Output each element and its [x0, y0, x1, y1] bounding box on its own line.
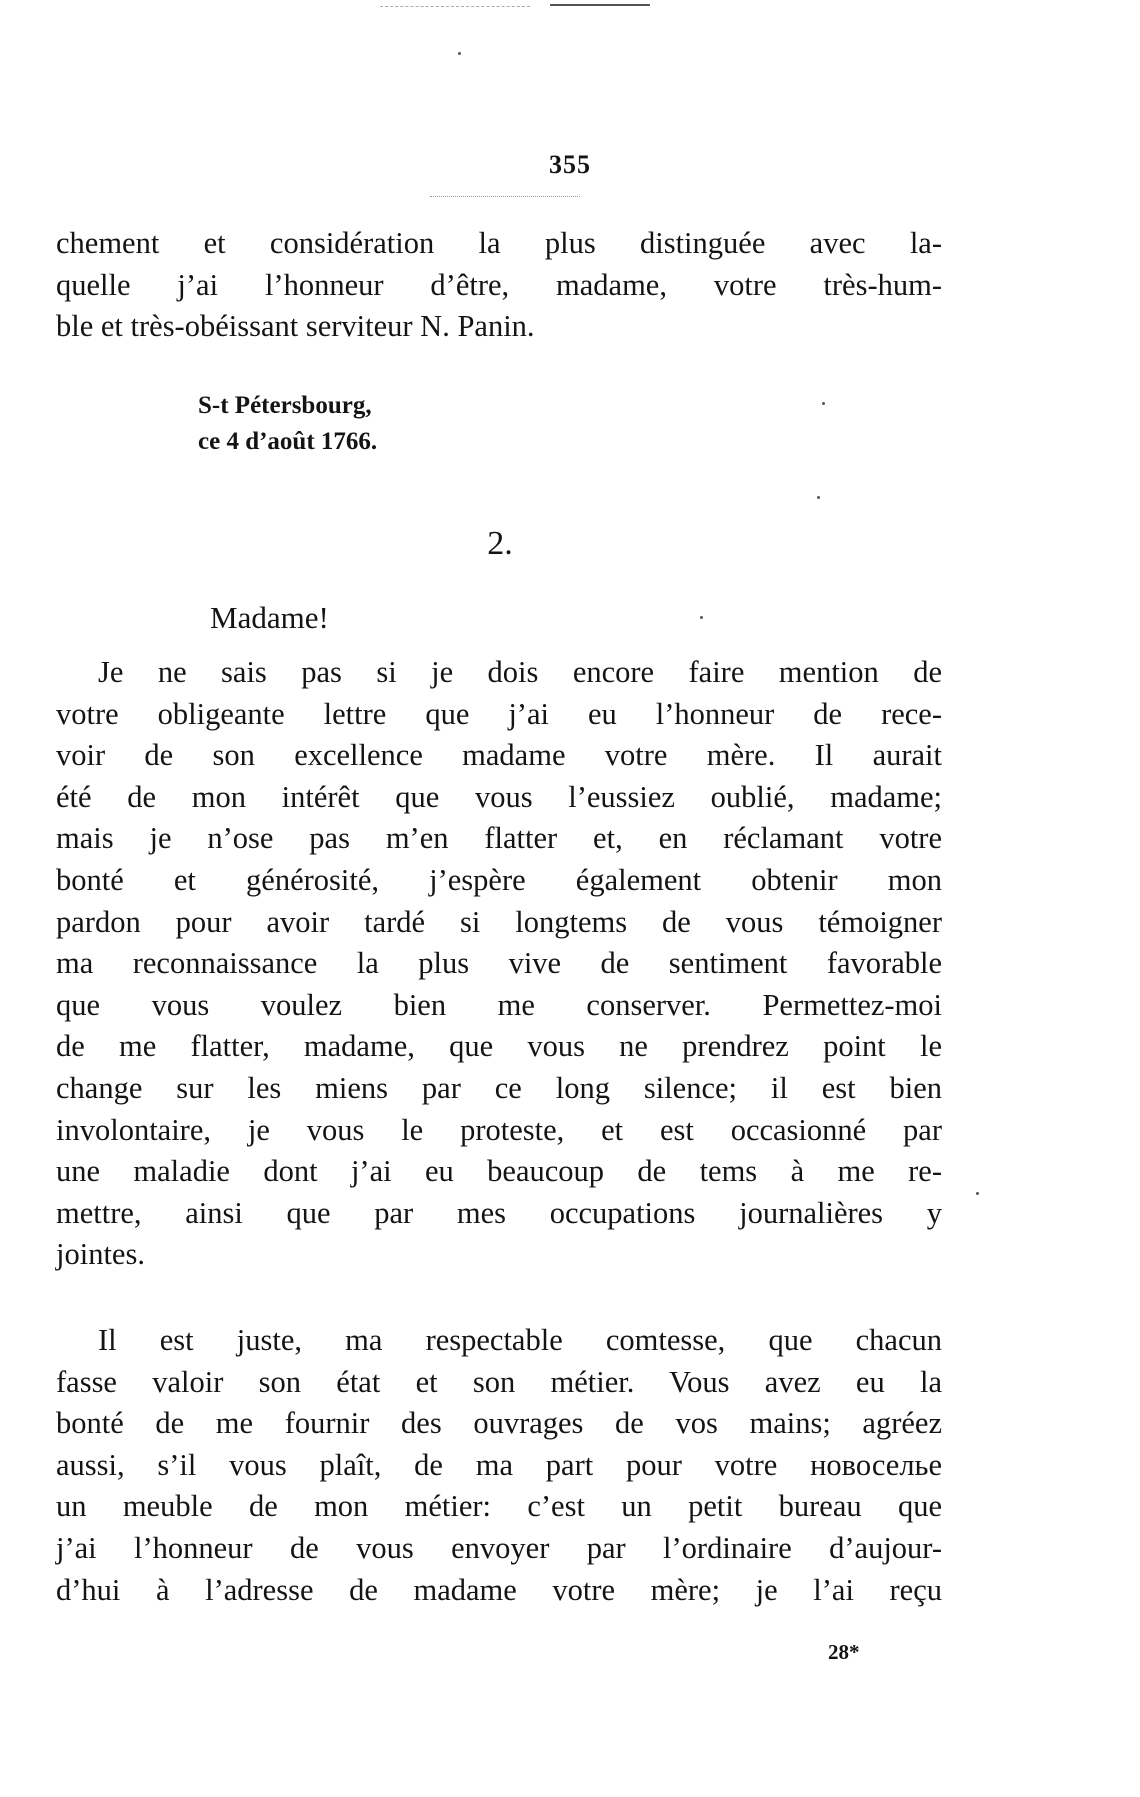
text-line: pardon pour avoir tardé si longtems de vous témoigner	[56, 904, 942, 939]
text-line: change sur les miens par ce long silence; il est bien	[56, 1070, 942, 1105]
text-line: un meuble de mon métier: c’est un petit bureau que	[56, 1489, 942, 1524]
ink-speck	[458, 52, 461, 55]
top-margin-dash	[380, 6, 530, 7]
ink-speck	[700, 616, 703, 619]
top-margin-rule	[550, 4, 650, 6]
text-line: fasse valoir son état et son métier. Vous avez eu la	[56, 1364, 942, 1399]
page-number-underline	[430, 196, 580, 197]
ink-speck	[822, 402, 825, 405]
continuation-paragraph	[56, 223, 942, 348]
letter-paragraph-2	[56, 1320, 942, 1611]
text-line: bonté de me fournir des ouvrages de vos mains; agréez	[56, 1406, 942, 1441]
text-line: ma reconnaissance la plus vive de sentiment favorable	[56, 946, 942, 981]
signature-mark: 28*	[828, 1640, 860, 1664]
text-line: été de mon intérêt que vous l’eussiez oublié, madame;	[56, 779, 942, 814]
text-line: votre obligeante lettre que j’ai eu l’honneur de rece-	[56, 696, 942, 731]
text-line: Je ne sais pas si je dois encore faire mention de	[98, 655, 942, 689]
text-line: mettre, ainsi que par mes occupations journalières y	[56, 1195, 942, 1230]
text-line: chement et considération la plus distinguée avec la-	[56, 226, 942, 260]
ink-speck	[976, 1192, 979, 1195]
text-line: que vous voulez bien me conserver. Permettez-moi	[56, 987, 942, 1022]
letter-number: 2.	[487, 525, 513, 562]
signoff-date: ce 4 d’août 1766.	[198, 428, 378, 455]
text-line: aussi, s’il vous plaît, de ma part pour votre новоселье	[56, 1447, 942, 1482]
signoff-place: S-t Pétersbourg,	[198, 392, 372, 419]
ink-speck	[817, 496, 820, 499]
text-line: Il est juste, ma respectable comtesse, que chacun	[98, 1323, 942, 1357]
text-line: d’hui à l’adresse de madame votre mère; je l’ai reçu	[56, 1572, 942, 1607]
text-line: bonté et générosité, j’espère également obtenir mon	[56, 862, 942, 897]
text-line: jointes.	[56, 1237, 145, 1272]
text-line: une maladie dont j’ai eu beaucoup de tems à me re-	[56, 1154, 942, 1189]
text-line: de me flatter, madame, que vous ne prendrez point le	[56, 1029, 942, 1064]
page-number: 355	[549, 150, 591, 179]
text-line: quelle j’ai l’honneur d’être, madame, votre très-hum-	[56, 267, 942, 302]
letter-paragraph-1	[56, 652, 942, 1276]
text-line: ble et très-obéissant serviteur N. Panin.	[56, 309, 535, 344]
text-line: mais je n’ose pas m’en flatter et, en réclamant votre	[56, 821, 942, 856]
salutation: Madame!	[210, 600, 329, 635]
text-line: j’ai l’honneur de vous envoyer par l’ordinaire d’aujour-	[56, 1530, 942, 1565]
text-line: involontaire, je vous le proteste, et est occasionné par	[56, 1112, 942, 1147]
text-line: voir de son excellence madame votre mère. Il aurait	[56, 738, 942, 773]
